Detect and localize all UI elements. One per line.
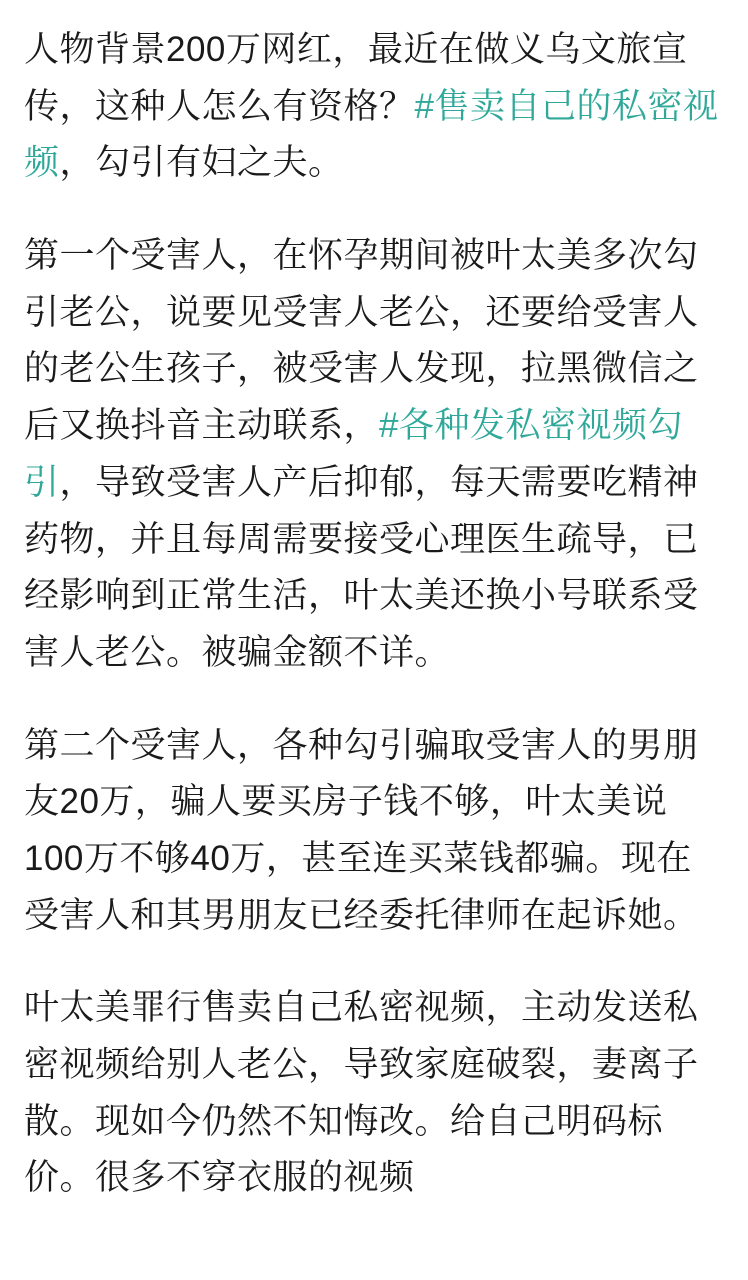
paragraph-text: 第一个受害人，在怀孕期间被叶太美多次勾引老公，说要见受害人老公，还要给受害人的老公生孩子，被受害人发现，拉黑微信之后又换抖音主动联系， xyxy=(24,236,699,446)
hashtag-link[interactable]: #售卖自己的私密视频 xyxy=(24,86,719,183)
paragraph-text: ，勾引有妇之夫。 xyxy=(59,143,344,183)
paragraph-text: 叶太美罪行售卖自己私密视频，主动发送私密视频给别人老公，导致家庭破裂，妻离子散。现如今仍然不知悔改。给自己明码标价。很多不穿衣服的视频 xyxy=(24,988,699,1198)
post-paragraph-4 xyxy=(24,980,724,1207)
paragraph-text: ，导致受害人产后抑郁，每天需要吃精神药物，并且每周需要接受心理医生疏导，已经影响到正常生活，叶太美还换小号联系受害人老公。被骗金额不详。 xyxy=(24,462,699,672)
post-paragraph-3 xyxy=(24,718,724,945)
post-paragraph-1 xyxy=(24,22,724,192)
hashtag-link[interactable]: #各种发私密视频勾引 xyxy=(24,406,683,502)
paragraph-text: 第二个受害人，各种勾引骗取受害人的男朋友20万，骗人要买房子钱不够，叶太美说100万不够40万，甚至连买菜钱都骗。现在受害人和其男朋友已经委托律师在起诉她。 xyxy=(24,725,699,935)
paragraph-text: 人物背景200万网红，最近在做义乌文旅宣传，这种人怎么有资格？ xyxy=(24,30,688,126)
post-paragraph-2 xyxy=(24,228,724,682)
